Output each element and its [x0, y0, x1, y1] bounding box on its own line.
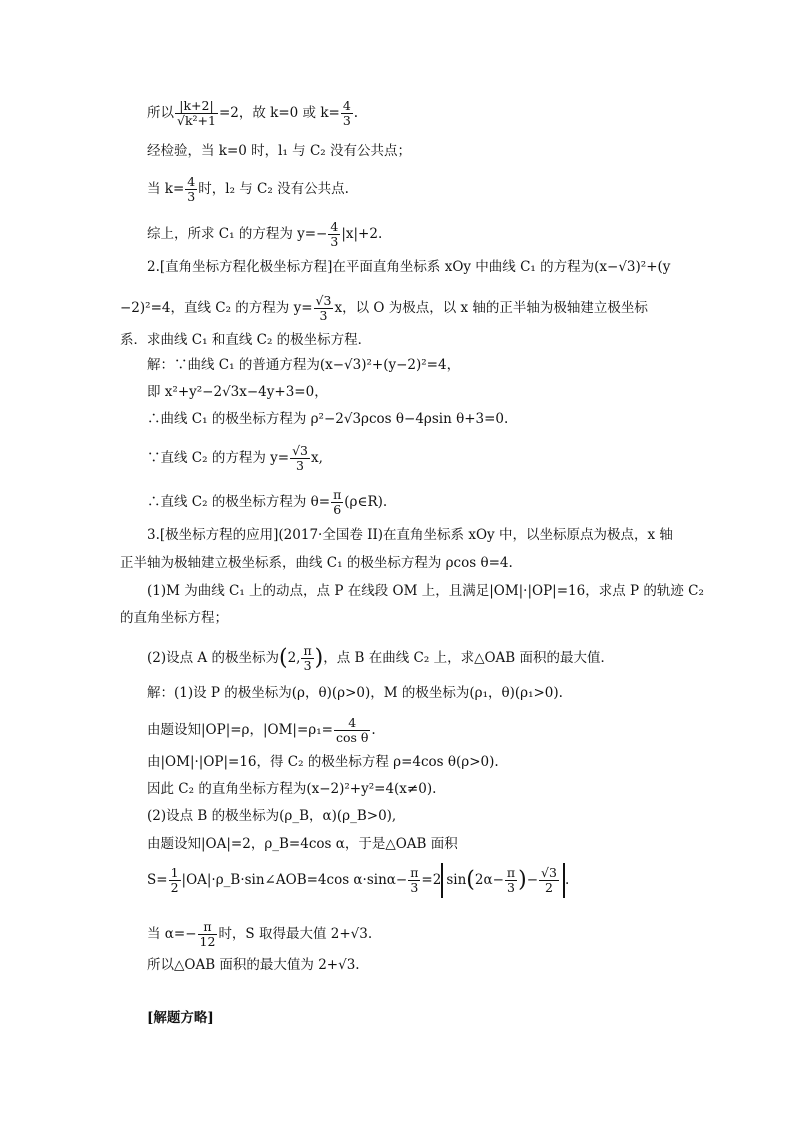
fraction-numerator: π: [506, 865, 516, 881]
text-segment: ∵直线 C₂ 的方程为 y=: [147, 450, 290, 466]
text-segment: .: [564, 872, 570, 888]
text-segment: =2: [421, 872, 442, 888]
fraction: [169, 866, 181, 895]
solution-3-line: [147, 752, 499, 772]
text-segment: 系．求曲线 C₁ 和直线 C₂ 的极坐标方程．: [120, 332, 372, 348]
text-segment: 2.[直角坐标方程化极坐标方程]在平面直角坐标系 xOy 中曲线 C₁ 的方程为(x−√3)²+(y: [147, 259, 671, 275]
solution-3-formula: [147, 862, 569, 898]
text-segment: 因此 C₂ 的直角坐标方程为(x−2)²+y²=4(x≠0).: [147, 781, 437, 797]
text-segment: (ρ∈R).: [344, 494, 388, 510]
text-segment: ∴曲线 C₁ 的极坐标方程为 ρ²−2√3ρcos θ−4ρsin θ+3=0.: [147, 411, 509, 427]
solution-2-line: [147, 488, 387, 517]
right-paren: ): [518, 867, 527, 893]
solution-2-line: [147, 444, 323, 473]
text-segment: 时，l₂ 与 C₂ 没有公共点.: [198, 181, 349, 197]
text-segment: −2)²=4，直线 C₂ 的方程为 y=: [120, 300, 313, 316]
section-heading: [147, 1008, 214, 1028]
fraction: [328, 220, 340, 249]
fraction-numerator: √3: [541, 865, 557, 881]
fraction: [408, 866, 420, 895]
text-segment: |OA|·ρ_B·sin∠AOB=4cos α·sin: [181, 872, 387, 888]
fraction-denominator: 3: [410, 880, 419, 895]
text-segment: ∴直线 C₂ 的极坐标方程为 θ=: [147, 494, 331, 510]
fraction-denominator: 3: [342, 113, 351, 128]
fraction-denominator: cos θ: [335, 730, 369, 745]
problem-3-line: [147, 644, 614, 673]
fraction-numerator: π: [303, 643, 312, 658]
text-segment: 解：(1)设 P 的极坐标为(ρ，θ)(ρ>0)，M 的极坐标为(ρ₁，θ)(ρ₁>0).: [147, 685, 563, 701]
text-segment: 解：∵曲线 C₁ 的普通方程为(x−√3)²+(y−2)²=4，: [147, 357, 461, 373]
solution-2-line: [147, 382, 328, 402]
fraction-numerator: 4: [342, 98, 351, 113]
text-line: [147, 220, 382, 249]
fraction-numerator: 4: [334, 716, 370, 731]
fraction-denominator: 6: [333, 502, 342, 517]
text-segment: 时，S 取得最大值 2+√3.: [218, 926, 373, 942]
fraction-denominator: 2: [170, 880, 179, 895]
fraction-numerator: |k+2|: [175, 99, 218, 114]
text-segment: 综上，所求 C₁ 的方程为 y=−: [147, 226, 328, 242]
text-segment: ，点 B 在曲线 C₂ 上，求△OAB 面积的最大值．: [323, 650, 615, 666]
text-segment: 当 k=: [147, 181, 185, 197]
text-segment: .: [353, 105, 359, 121]
problem-3-line: [120, 553, 513, 573]
solution-3-line: [147, 955, 360, 975]
text-segment: 由|OM|·|OP|=16，得 C₂ 的极坐标方程 ρ=4cos θ(ρ>0).: [147, 754, 499, 770]
text-segment: 当 α=−: [147, 926, 197, 942]
text-segment: .: [371, 722, 376, 738]
fraction: [314, 294, 334, 323]
solution-2-line: [147, 355, 460, 375]
fraction: [175, 99, 218, 128]
text-segment: (2)设点 B 的极坐标为(ρ_B，α)(ρ_B>0),: [147, 808, 397, 824]
problem-2-line: [120, 330, 371, 350]
fraction-numerator: 4: [330, 219, 339, 234]
text-segment: 2,: [287, 650, 301, 666]
text-segment: [解题方略]: [147, 1010, 214, 1026]
fraction-denominator: 3: [319, 308, 328, 323]
text-segment: α−: [386, 872, 408, 888]
right-paren: ): [314, 645, 324, 671]
solution-3-line: [147, 920, 372, 949]
text-segment: 即 x²+y²−2√3x−4y+3=0，: [147, 384, 328, 400]
fraction: [331, 488, 343, 517]
text-line: [147, 175, 349, 204]
text-segment: x，以 O 为极点，以 x 轴的正半轴为极轴建立极坐标: [334, 300, 648, 316]
fraction: [539, 866, 559, 895]
text-segment: |x|+2.: [341, 226, 383, 242]
fraction-numerator: π: [333, 487, 342, 502]
text-segment: =2，故 k=0 或 k=: [218, 105, 340, 121]
text-segment: 所以△OAB 面积的最大值为 2+√3.: [147, 957, 360, 973]
fraction-denominator: √k²+1: [177, 113, 216, 128]
fraction-numerator: 4: [187, 174, 196, 189]
solution-3-line: [147, 683, 563, 703]
text-segment: S=: [147, 872, 168, 888]
problem-2-line: [120, 294, 648, 323]
fraction: [505, 866, 517, 895]
text-segment: 经检验，当 k=0 时，l₁ 与 C₂ 没有公共点；: [147, 143, 412, 159]
left-paren: (: [466, 867, 475, 893]
fraction: [341, 99, 353, 128]
problem-3-line: [120, 608, 228, 628]
problem-3-line: [147, 525, 673, 545]
fraction-denominator: 2: [545, 880, 553, 896]
left-paren: (: [278, 645, 288, 671]
text-segment: (1)M 为曲线 C₁ 上的动点，点 P 在线段 OM 上，且满足|OM|·|OP|=16，求点 P 的轨迹 C₂: [147, 583, 704, 599]
fraction: [198, 920, 218, 949]
fraction-numerator: π: [410, 865, 419, 880]
solution-3-line: [147, 834, 458, 854]
solution-3-line: [147, 779, 436, 799]
problem-3-line: [147, 581, 704, 601]
text-line: [147, 141, 411, 161]
text-segment: 2α−: [474, 872, 504, 889]
solution-3-line: [147, 806, 396, 826]
fraction: [290, 444, 310, 473]
text-segment: 的直角坐标方程；: [120, 610, 228, 626]
text-segment: (2)设点 A 的极坐标为: [147, 650, 279, 666]
fraction-denominator: 3: [330, 234, 339, 249]
text-segment: 由题设知|OP|=ρ，|OM|=ρ₁=: [147, 722, 333, 738]
text-line: [147, 99, 358, 128]
fraction-denominator: 3: [303, 658, 312, 673]
text-segment: 正半轴为极轴建立极坐标系，曲线 C₁ 的极坐标方程为 ρcos θ=4.: [120, 555, 513, 571]
fraction-denominator: 3: [296, 458, 304, 473]
fraction: [185, 175, 197, 204]
fraction-numerator: √3: [292, 443, 308, 458]
fraction-denominator: 3: [507, 880, 515, 896]
solution-3-line: [147, 716, 376, 745]
fraction-numerator: 1: [170, 865, 179, 880]
fraction-numerator: √3: [315, 293, 332, 308]
text-segment: −: [526, 872, 539, 889]
fraction-denominator: 12: [199, 934, 216, 949]
text-segment: sin: [446, 872, 467, 889]
fraction: [334, 716, 370, 745]
text-segment: 由题设知|OA|=2，ρ_B=4cos α，于是△OAB 面积: [147, 836, 458, 852]
text-segment: 所以: [147, 105, 174, 121]
text-segment: x,: [310, 450, 323, 466]
absolute-value: [441, 863, 565, 898]
fraction-numerator: π: [198, 920, 218, 935]
text-segment: 3.[极坐标方程的应用](2017·全国卷 II)在直角坐标系 xOy 中，以坐标原点为极点，x 轴: [147, 527, 673, 543]
fraction-denominator: 3: [187, 189, 196, 204]
fraction: [301, 644, 313, 673]
solution-2-line: [147, 409, 508, 429]
problem-2-line: [147, 257, 670, 277]
